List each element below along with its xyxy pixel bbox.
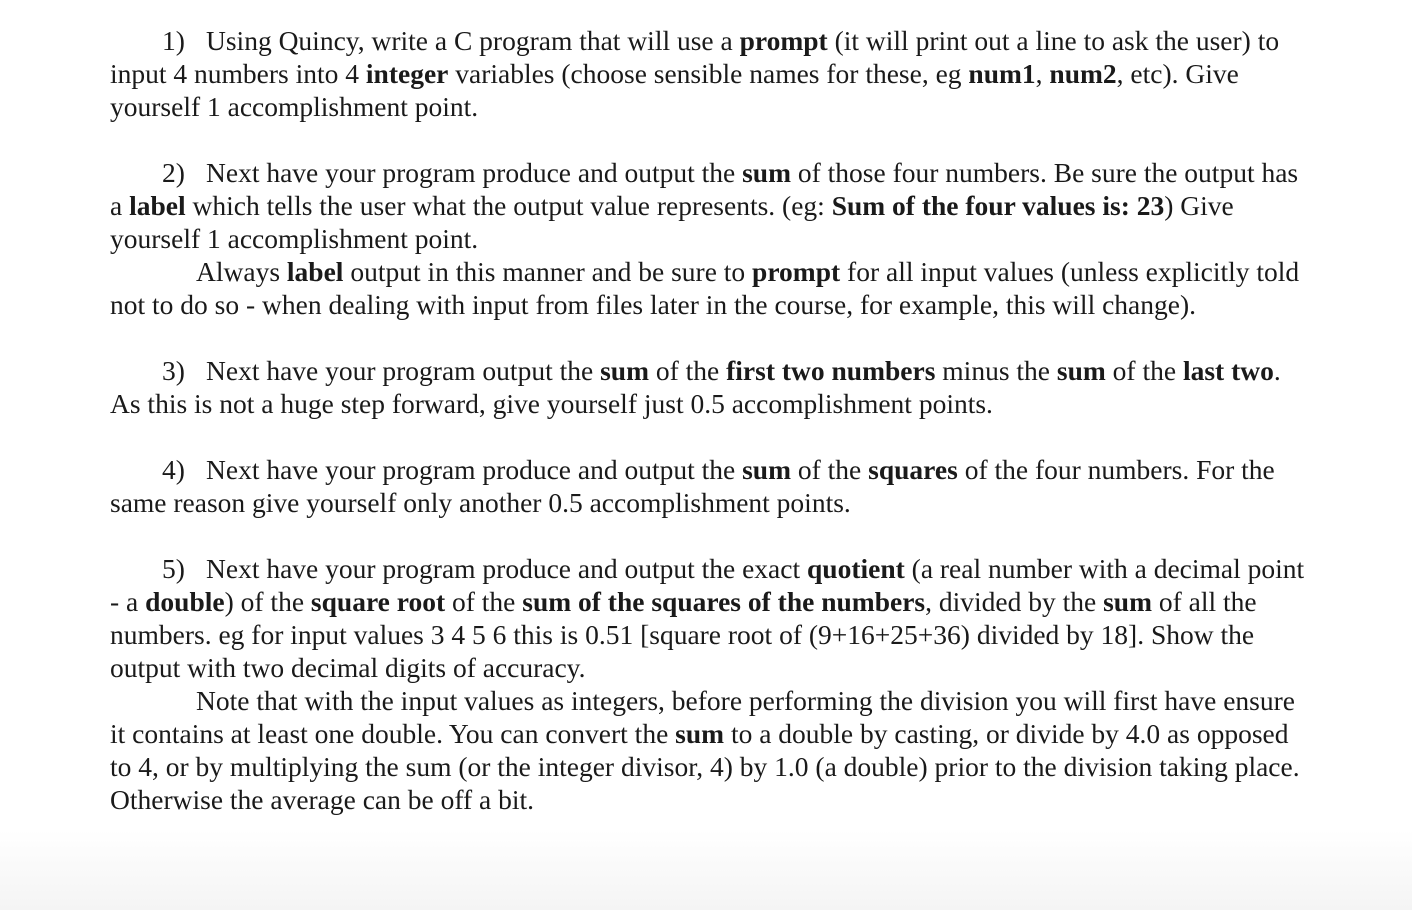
page-bottom-shade [0, 830, 1412, 910]
item-number: 2) [162, 157, 185, 188]
item-text: Using Quincy, write a C program that will use a [206, 25, 740, 56]
item-text: of all the numbers. eg for input values 3 4 5 6 this is 0.51 [square root of (9+16+25+36) divided by 18]. Show the output with two decimal digits of accuracy. [110, 586, 1257, 683]
item-text: of those four numbers. Be sure the output has a [110, 157, 1299, 221]
item-text: Next have your program produce and output the exact [206, 553, 807, 584]
bold-term: sum [742, 157, 791, 188]
bold-term: label [129, 190, 186, 221]
bold-term: quotient [806, 553, 905, 584]
bold-term: last two [1182, 355, 1274, 386]
item-text: of the [648, 355, 727, 386]
bold-term: square root [310, 586, 446, 617]
instruction-item-1 [110, 24, 1310, 123]
item-number: 3) [162, 355, 185, 386]
note-text: Always [196, 256, 287, 287]
instruction-note-2 [110, 255, 1310, 321]
instruction-item-4 [110, 453, 1310, 519]
note-text: for all input values (unless explicitly told not to do so - when dealing with input from files later in the course, for example, this will change). [110, 256, 1300, 320]
bold-term: squares [868, 454, 958, 485]
bold-term: sum [675, 718, 725, 749]
item-text: ) Give yourself 1 accomplishment point. [110, 190, 1234, 254]
bold-term: label [286, 256, 344, 287]
bold-term: first two numbers [726, 355, 936, 386]
item-text: ) of the [224, 586, 311, 617]
item-text: of the [791, 454, 869, 485]
item-text: of the [1105, 355, 1183, 386]
item-text: of the four numbers. For the same reason give yourself only another 0.5 accomplishment points. [110, 454, 1275, 518]
bold-term: sum [1103, 586, 1152, 617]
item-text: , [1035, 58, 1050, 89]
instruction-note-5 [110, 684, 1310, 816]
bold-term: num1 [968, 58, 1036, 89]
item-text: (it will print out a line to ask the user) to input 4 numbers into 4 [110, 25, 1280, 89]
note-text: to a double by casting, or divide by 4.0 as opposed to 4, or by multiplying the sum (or the integer divisor, 4) by 1.0 (a double) prior to the division taking place. Otherwise the average can be off a bit. [110, 718, 1300, 815]
item-text: Next have your program produce and output the [206, 157, 743, 188]
bold-term: sum of the squares of the numbers [522, 586, 926, 617]
paragraph-gap [110, 321, 1310, 354]
bold-term: sum [1056, 355, 1106, 386]
paragraph-gap [110, 123, 1310, 156]
item-number: 4) [162, 454, 185, 485]
bold-term: prompt [739, 25, 828, 56]
paragraph-gap [110, 420, 1310, 453]
bold-term: num2 [1049, 58, 1117, 89]
instruction-item-2 [110, 156, 1310, 255]
item-number: 5) [162, 553, 185, 584]
item-text: Next have your program output the [206, 355, 601, 386]
item-text: which tells the user what the output value represents. (eg: [185, 190, 832, 221]
item-text: variables (choose sensible names for these, eg [448, 58, 969, 89]
instruction-item-5 [110, 552, 1310, 684]
bold-term: integer [365, 58, 449, 89]
item-number: 1) [162, 25, 185, 56]
note-text: output in this manner and be sure to [343, 256, 753, 287]
bold-term: prompt [752, 256, 841, 287]
note-text: Note that with the input values as integers, before performing the division you will first have ensure it contains at least one double. You can convert the [110, 685, 1295, 749]
paragraph-gap [110, 519, 1310, 552]
item-text: . As this is not a huge step forward, give yourself just 0.5 accomplishment points. [110, 355, 1281, 419]
instruction-item-3 [110, 354, 1310, 420]
bold-term: double [145, 586, 225, 617]
item-text: , divided by the [925, 586, 1104, 617]
bold-term: Sum of the four values is: 23 [831, 190, 1165, 221]
bold-term: sum [742, 454, 791, 485]
assignment-document [110, 24, 1310, 816]
item-text: Next have your program produce and output the [206, 454, 743, 485]
bold-term: sum [600, 355, 649, 386]
item-text: of the [445, 586, 523, 617]
item-text: , etc). Give yourself 1 accomplishment point. [110, 58, 1239, 122]
item-text: (a real number with a decimal point - a [110, 553, 1305, 617]
item-text: minus the [935, 355, 1057, 386]
